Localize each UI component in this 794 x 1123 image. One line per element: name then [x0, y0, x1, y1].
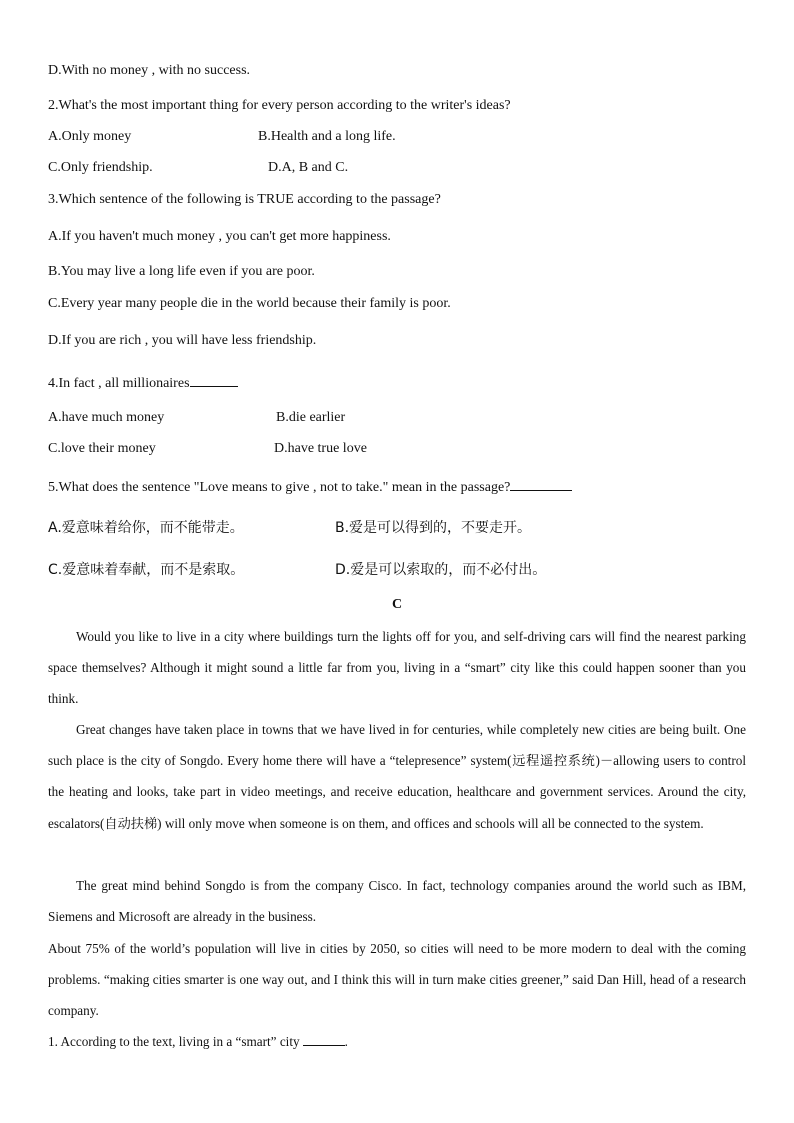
q4-stem: 4.In fact , all millionaires: [48, 376, 190, 391]
q2-option-c: C.Only friendship.: [48, 160, 153, 175]
answer-blank: [303, 1033, 345, 1046]
q1-option-d: D.With no money , with no success.: [48, 63, 251, 78]
q5-stem-line: [48, 478, 572, 497]
q2-option-d: D.A, B and C.: [268, 160, 349, 175]
question-1-period: .: [344, 1034, 348, 1049]
q5-option-b: B.爱是可以得到的，不要走开。: [335, 520, 532, 536]
q4-option-b: B.die earlier: [276, 410, 346, 425]
q4-option-a: A.have much money: [48, 410, 165, 425]
q5-option-d: D.爱是可以索取的，而不必付出。: [335, 562, 547, 578]
answer-blank: [510, 478, 572, 491]
paragraph-1: Would you like to live in a city where buildings turn the lights off for you, and self-driving cars will find the nearest parking space themselves? Although it might sound a little far from you, living in a “smart” city like this could happen sooner than you think.: [48, 629, 746, 707]
paragraph-4: About 75% of the world’s population will live in cities by 2050, so cities will need to be more modern to deal with the coming problems. “making cities smarter is one way out, and I think this will in turn make cities greener,” said Dan Hill, head of a research company.: [48, 941, 746, 1019]
q3-option-b: B.You may live a long life even if you are poor.: [48, 264, 315, 279]
q2-option-b: B.Health and a long life.: [258, 129, 396, 144]
paragraph-3: The great mind behind Songdo is from the company Cisco. In fact, technology companies around the world such as IBM, Siemens and Microsoft are already in the business.: [48, 878, 746, 925]
q3-option-a: A.If you haven't much money , you can't get more happiness.: [48, 229, 391, 244]
q3-option-c: C.Every year many people die in the world because their family is poor.: [48, 296, 451, 311]
question-1-stem: 1. According to the text, living in a “smart” city: [48, 1034, 300, 1049]
q3-stem: 3.Which sentence of the following is TRUE according to the passage?: [48, 192, 441, 207]
q4-stem-line: [48, 374, 238, 393]
q5-option-c: C.爱意味着奉献，而不是索取。: [48, 562, 245, 578]
section-heading: C: [391, 597, 403, 612]
question-1-line: [48, 1026, 746, 1057]
q4-option-c: C.love their money: [48, 441, 156, 456]
paragraph-2: Great changes have taken place in towns that we have lived in for centuries, while completely new cities are being built. One such place is the city of Songdo. Every home there will have a “telepresence” system(远程遥控系统)－allowing users to control the heating and looks, take part in video meetings, and receive education, healthcare and government services. Around the city, escalators(自动扶梯) will only move when someone is on them, and offices and schools will all be connected to the system.: [48, 722, 746, 831]
q5-option-a: A.爱意味着给你，而不能带走。: [48, 520, 244, 536]
q4-option-d: D.have true love: [274, 441, 367, 456]
q5-stem: 5.What does the sentence "Love means to give , not to take." mean in the passage?: [48, 480, 511, 495]
q2-stem: 2.What's the most important thing for every person according to the writer's ideas?: [48, 98, 511, 113]
answer-blank: [190, 374, 238, 387]
q3-option-d: D.If you are rich , you will have less friendship.: [48, 333, 317, 348]
q2-option-a: A.Only money: [48, 129, 132, 144]
